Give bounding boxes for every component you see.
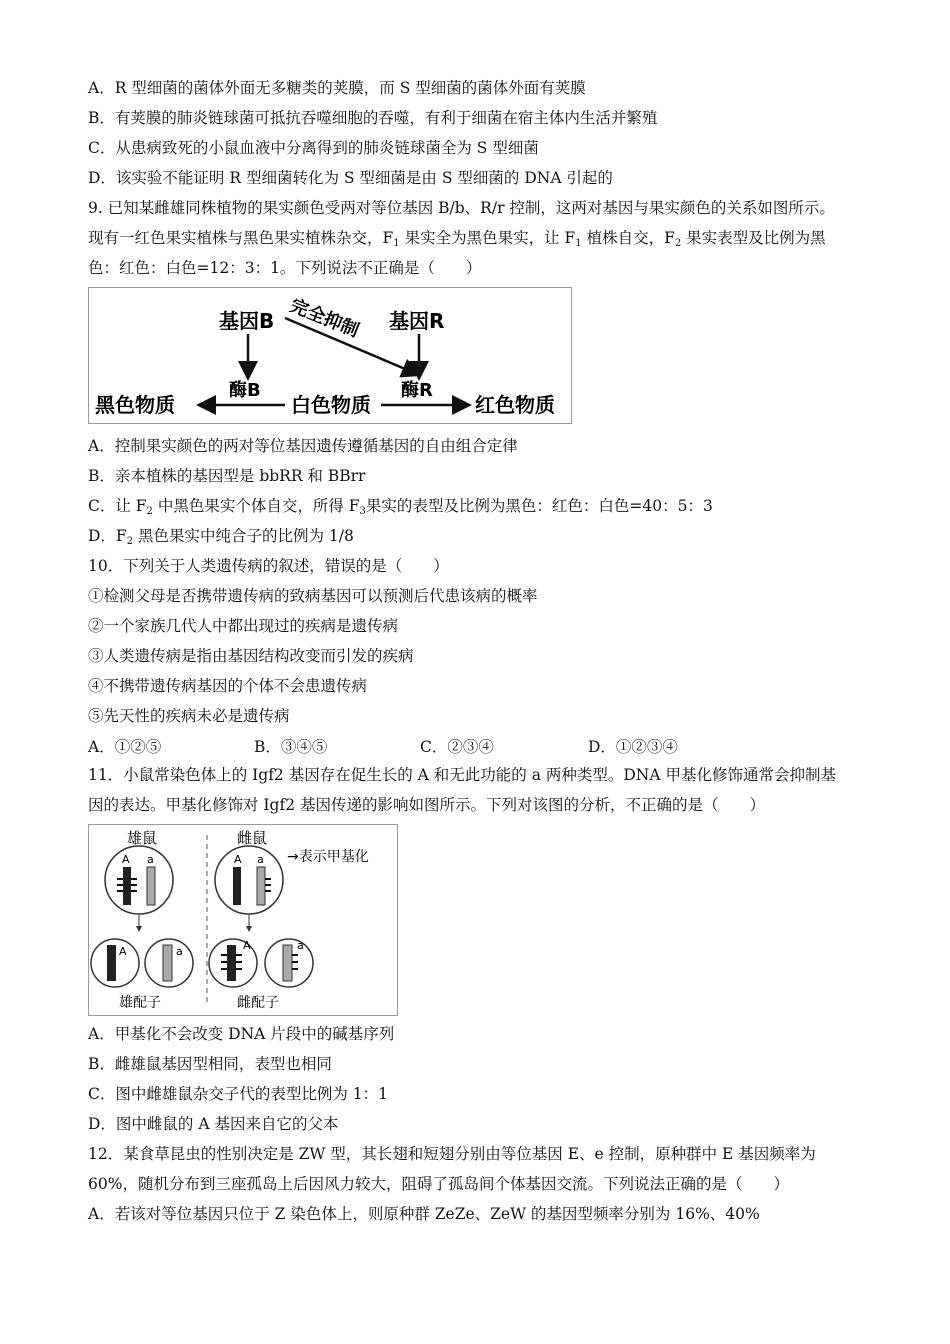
- enzyme-r-label: 酶R: [401, 380, 433, 401]
- q10-item-2: ②一个家族几代人中都出现过的疾病是遗传病: [88, 617, 399, 635]
- male-allele-a-label: a: [147, 853, 154, 866]
- q9-option-d: D．$F_2$ 黑色果实中纯合子的比例为 1/8: [88, 527, 354, 547]
- gene-pathway-diagram: [89, 288, 571, 423]
- q8-option-c: C．从患病致死的小鼠血液中分离得到的肺炎链球菌全为 S 型细菌: [88, 139, 539, 157]
- male-gamete-A-label: A: [119, 945, 127, 958]
- q10-options: [88, 735, 888, 755]
- q10-item-5: ⑤先天性的疾病未必是遗传病: [88, 707, 290, 725]
- female-parent-cell: [215, 846, 283, 914]
- q9-stem-line3: 色：红色：白色=12：3：1。下列说法不正确是（ ）: [88, 259, 482, 277]
- q11-option-a: A．甲基化不会改变 DNA 片段中的碱基序列: [88, 1025, 395, 1043]
- q9-option-a: A．控制果实颜色的两对等位基因遗传遵循基因的自由组合定律: [88, 437, 518, 455]
- inhibit-label: 完全抑制: [287, 295, 362, 342]
- q9-stem-line1: 9. 已知某雌雄同株植物的果实颜色受两对等位基因 B/b、R/r 控制，这两对基因与果实颜色的关系如图所示。: [88, 199, 835, 217]
- q10-option-c: C．②③④: [420, 738, 494, 756]
- q10-option-b: B．③④⑤: [254, 738, 328, 756]
- q12-stem-line2: 60%，随机分布到三座孤岛上后因风力较大，阻碍了孤岛间个体基因交流。下列说法正确的是（ ）: [88, 1175, 789, 1193]
- q12-stem-line1: 12．某食草昆虫的性别决定是 ZW 型，其长翅和短翅分别由等位基因 E、e 控制，原种群中 E 基因频率为: [88, 1145, 816, 1163]
- q9-stem-line2: 现有一红色果实植株与黑色果实植株杂交，$F_1$ 果实全为黑色果实，让 $F_1$ 植株自交，$F_2$ 果实表型及比例为黑: [88, 229, 826, 249]
- male-gamete-A-chromosome: [107, 945, 116, 981]
- male-chromosome-A: [123, 867, 131, 905]
- male-mouse-label: 雄鼠: [127, 829, 158, 847]
- q9-option-c: C．让 $F_2$ 中黑色果实个体自交，所得 $F_3$果实的表型及比例为黑色：红色：白色=40：5：3: [88, 497, 713, 517]
- enzyme-b-label: 酶B: [229, 380, 261, 401]
- gene-r-label: 基因R: [389, 309, 445, 333]
- male-chromosome-a: [147, 867, 155, 905]
- white-substance-label: 白色物质: [291, 393, 371, 417]
- gene-pathway-figure: [88, 287, 572, 424]
- female-gamete-a-chromosome: [283, 945, 292, 981]
- female-chromosome-A: [233, 867, 241, 905]
- gene-b-label: 基因B: [219, 309, 275, 333]
- q9-option-b: B．亲本植株的基因型是 bbRR 和 BBrr: [88, 467, 366, 485]
- methylation-legend: →表示甲基化: [287, 849, 369, 865]
- q11-option-c: C．图中雌雄鼠杂交子代的表型比例为 1：1: [88, 1085, 389, 1103]
- q10-item-4: ④不携带遗传病基因的个体不会患遗传病: [88, 677, 368, 695]
- male-gamete-a-label: a: [176, 945, 183, 958]
- q10-item-1: ①检测父母是否携带遗传病的致病基因可以预测后代患该病的概率: [88, 587, 538, 605]
- female-gamete-A-label: A: [243, 939, 251, 952]
- black-substance-label: 黑色物质: [95, 393, 175, 417]
- q10-option-d: D．①②③④: [588, 738, 678, 756]
- female-methyl-marks: [265, 879, 271, 891]
- female-chromosome-a: [257, 867, 265, 905]
- q11-stem-line2: 因的表达。甲基化修饰对 Igf2 基因传递的影响如图所示。下列对该图的分析，不正确的是（ ）: [88, 796, 766, 814]
- red-substance-label: 红色物质: [475, 393, 555, 417]
- female-gamete-caption: 雌配子: [237, 995, 279, 1011]
- q8-option-d: D．该实验不能证明 R 型细菌转化为 S 型细菌是由 S 型细菌的 DNA 引起的: [88, 169, 613, 187]
- q11-stem-line1: 11．小鼠常染色体上的 Igf2 基因存在促生长的 A 和无此功能的 a 两种类型。DNA 甲基化修饰通常会抑制基: [88, 766, 836, 784]
- female-arrow-head: [246, 926, 252, 932]
- q8-option-a: A．R 型细菌的菌体外面无多糖类的荚膜，而 S 型细菌的菌体外面有荚膜: [88, 79, 586, 97]
- male-parent-cell: [105, 846, 173, 914]
- methylation-diagram: [89, 825, 397, 1015]
- female-mouse-label: 雌鼠: [237, 829, 268, 847]
- q10-item-3: ③人类遗传病是指由基因结构改变而引发的疾病: [88, 647, 414, 665]
- female-gamete-a-methyl-marks: [292, 955, 298, 969]
- male-gamete-a-chromosome: [163, 945, 172, 981]
- q10-stem: 10．下列关于人类遗传病的叙述，错误的是（ ）: [88, 557, 449, 575]
- male-arrow-head: [136, 926, 142, 932]
- male-gamete-caption: 雄配子: [119, 995, 161, 1011]
- q8-option-b: B．有荚膜的肺炎链球菌可抵抗吞噬细胞的吞噬，有利于细菌在宿主体内生活并繁殖: [88, 109, 658, 127]
- female-gamete-a-label: a: [297, 939, 304, 952]
- q10-option-a: A．①②⑤: [88, 738, 162, 756]
- female-allele-A-label: A: [234, 853, 242, 866]
- female-gamete-A-chromosome: [227, 945, 236, 981]
- q12-option-a: A．若该对等位基因只位于 Z 染色体上，则原种群 ZeZe、ZeW 的基因型频率分别为 16%、40%: [88, 1205, 760, 1223]
- male-allele-A-label: A: [122, 853, 130, 866]
- female-allele-a-label: a: [257, 853, 264, 866]
- methylation-figure: [88, 824, 398, 1016]
- q11-option-b: B．雌雄鼠基因型相同，表型也相同: [88, 1055, 332, 1073]
- q11-option-d: D．图中雌鼠的 A 基因来自它的父本: [88, 1115, 339, 1133]
